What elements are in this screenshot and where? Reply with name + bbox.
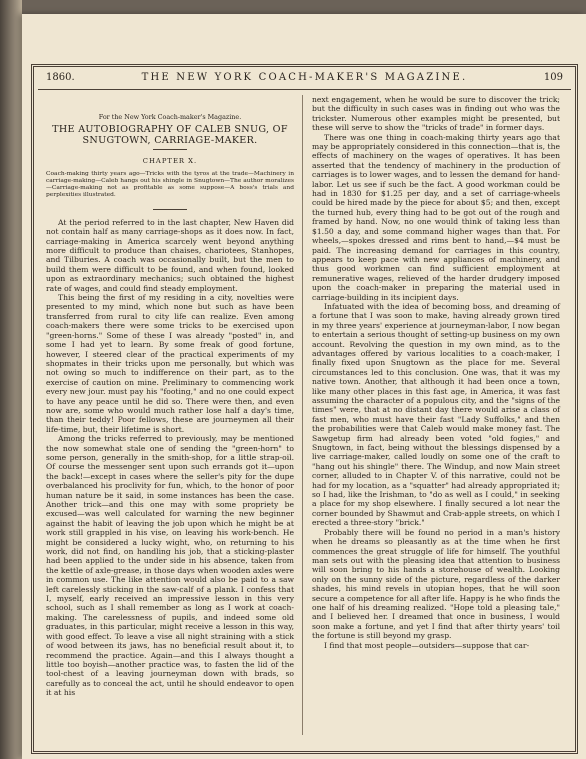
paragraph: next engagement, when he would be sure to discover the trick; but the difficulty in such cases was in finding out who was the trickster. Numerous other examples might be presented, but these will serve to show the "tricks of trade" in former days. <box>312 95 560 133</box>
chapter-heading: CHAPTER X. <box>142 157 198 166</box>
header-year: 1860. <box>46 72 75 83</box>
paragraph: At the period referred to in the last chapter, New Haven did not contain half as many carriage-shops as it does now. In fact, carriage-making in America scarcely went beyond anything more difficult to produce than chaises, chariotees, Stanhopes, and Tilburies. A coach was occasionally built, but the men to build them were difficult to be found, and when found, looked upon as extraordinary mechanics; such obtained the highest rate of wages, and could find steady employment. <box>46 217 294 293</box>
paragraph: Among the tricks referred to previously, may be mentioned the now somewhat stale one of sending the "green-horn" to some person, generally in the smith-shop, for a little strap-oil. Of course the messenger sent upon such errands got it—upon the back!—except in cases where the seller's pity for the dupe overbalanced his proclivity for fun, which, to the honor of poor human nature be it said, in some instances has been the case. Another trick—and this one may with some propriety be excused—was well calculated for warning the new beginner against the habit of leaving the job upon which he might be at work still grappled in his vise, on leaving his work-bench. He might be considered a lucky wight, who, on returning to his work, did not find, on handling his job, that a sticking-plaster had been applied to the under side in his absence, taken from the kettle of axle-grease, in those days when wooden axles were in common use. The like attention would also be paid to a saw left carelessly sticking in the saw-calf of a plank. I confess that I, myself, early received an impressive lesson in this very school, such as I shall remember as long as I work at coach-making. The carelessness of pupils, and indeed some old graduates, in this particular, might receive a lesson in this way, with good effect. To leave a vise all night straining with a stick of wood between its jaws, has no beneficial result about it, to recommend the practice. Again—and this I always thought a little too boyish—another practice was, to fasten the lid of the tool-chest of a leaving journeyman down with brads, so carefully as to conceal the act, until he should endeavor to open it at his <box>46 434 294 698</box>
column-divider <box>302 95 303 735</box>
article-title: THE AUTOBIOGRAPHY OF CALEB SNUG, OF SNUGTOWN, CARRIAGE-MAKER. <box>52 124 288 147</box>
magazine-page <box>22 14 586 759</box>
paragraph: I find that most people—outsiders—suppose that car- <box>324 640 530 650</box>
title-rule <box>153 149 187 150</box>
page-border-frame <box>31 64 578 754</box>
running-head <box>34 72 575 86</box>
paragraph: Infatuated with the idea of becoming boss, and dreaming of a fortune that I was soon to make, having already grown tired in my three years' experience at journeyman-labor, I now began to entertain a serious thought of setting-up business on my own account. Revolving the question in my own mind, as to the advantages offered by various localities to a coach-maker, I finally fixed upon Snugtown as the place for me. Several circumstances led to this conclusion. One was, that it was my native town. Another, that although it had been once a town, like many other places in this fast age, in America, it was fast assuming the character of a populous city, and the "signs of the times" were, that at no distant day there would arise a class of fast men, who must have their fast "Lady Suffolks," and then the probabilities were that Caleb would make money fast. The Sawgetup firm had already been voted "old fogies," and Snugtown, in fact, being without the blessings dispensed by a live carriage-maker, called loudly on some one of the craft to "hang out his shingle" there. The Windup, and now Main street corner, alluded to in Chapter V. of this narrative, could not be had for my location, as a "squatter" had already appropriated it; so I had, like the Irishman, to "do as well as I could," in seeking a place for my shop elsewhere. I finally secured a lot near the corner bounded by Shawmut and Crab-apple streets, on which I erected a three-story "brick." <box>312 301 560 528</box>
binding-gutter <box>0 0 22 759</box>
left-column <box>46 95 294 698</box>
paragraph: There was one thing in coach-making thirty years ago that may be appropriately considered in this connection—that is, the effects of machinery on the wages of operatives. It has been asserted that the tendency of machinery in the production of carriages is to lower wages, and to lessen the demand for hand-labor. Let us see if such be the fact. A good workman could be had in 1830 for $1.25 per day, and a set of carriage-wheels could be hired made by the piece for about $5; and then, except the turned hub, every thing had to be got out of the rough and framed by hand. Now, no one would think of taking less than $1.50 a day, and some command higher wages than that. For wheels,—spokes dressed and rims bent to hand,—$4 must be paid. The increasing demand for carriages in this country, appears to keep pace with new appliances of machinery, and thus good workmen can find sufficient employment at remunerative wages, relieved of the harder drudgery imposed upon the coach-maker in preparing the material used in carriage-building in its incipient days. <box>312 132 560 302</box>
source-note: For the New York Coach-maker's Magazine. <box>98 113 242 121</box>
right-column <box>312 95 560 650</box>
chapter-synopsis: Coach-making thirty years ago—Tricks with the tyros at the trade—Machinery in carriage-making—Caleb hangs out his shingle in Snugtown—The author moralizes—Carriage-making not as profitable as some suppose—A boss's trials and perplexities illustrated. <box>46 170 294 198</box>
header-magazine-title: THE NEW YORK COACH-MAKER'S MAGAZINE. <box>141 72 468 83</box>
paragraph: This being the first of my residing in a city, novelties were presented to my mind, which none but such as have been transferred from rural to city life can realize. Even among coach-makers there were some tricks to be exercised upon "green-horns." Some of these I was already "posted" in, and some I had yet to learn. By some freak of good fortune, however, I steered clear of the practical experiments of my shopmates in their tricks upon me personally, but which was not owing so much to indifference on their part, as to the exercise of caution on mine. Preliminary to commencing work every new jour. must pay his "footing," and no one could expect to have any peace until he did so. There were then, and even now are, some who would much rather lose half a day's time, than their teddy! Poor fellows, these are journeymen all their life-time, but, their lifetime is short. <box>46 293 294 434</box>
synopsis-rule <box>153 209 187 210</box>
header-page-number: 109 <box>543 72 563 83</box>
header-rule <box>38 89 571 90</box>
paragraph: Probably there will be found no period in a man's history when he dreams so pleasantly as at the time when he first commences the great struggle of life for himself. The youthful man sets out with the pleasing idea that attention to business will soon bring to his hands a storehouse of wealth. Looking only on the sunny side of the picture, regardless of the darker shades, his mind revels in utopian hopes, that he will soon secure a competence for all after life. Happy is he who finds the one half of his dreaming realized. "Hope told a pleasing tale," and I believed her. I dreamed that once in business, I would soon make a fortune, and yet I find that after thirty years' toil the fortune is still beyond my grasp. <box>312 527 560 641</box>
